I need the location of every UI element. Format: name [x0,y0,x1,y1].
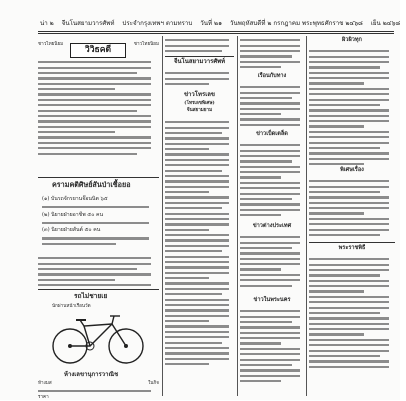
article-body [309,47,395,168]
section-rule [309,242,395,243]
section-title-box: วิวิธคดี [70,43,126,58]
bicycle-illustration [48,306,148,368]
bike-caption: นักผ่านหน้าเรือนวัด [52,304,91,309]
shop-item: ราคา [38,395,49,401]
right-head: ชาวไทยนิยม [133,42,159,47]
ad-item: (๓) นิยายฝ่ายสันต์ ๕๐ คน [42,227,101,234]
section-head: เรือนกับทาง [257,73,287,79]
column-rule [306,36,307,396]
masthead-rule [38,31,394,32]
masthead [40,18,401,30]
shop-item: ในกิจ [148,381,159,386]
paper-name: จีนโนสยามวารศัพท์ [61,20,115,27]
article-body [240,83,304,129]
issue-date: วันพฤหัสบดีที่ ๒ กรกฎาคม พระพุทธศักราช ๒๔๖๘ [229,20,363,27]
ad-items [42,196,157,248]
shop-caption: ห้างเลขานุการวาณิช [64,371,119,378]
article-body [240,141,304,219]
article-body [38,58,159,158]
article-body [165,118,234,368]
article-body [165,36,234,55]
section-rule [38,177,159,178]
article-body [38,254,159,289]
column-rule [237,36,238,396]
telegram-head: ข่าวโทรเลข [183,91,216,98]
masthead-rule-thin [38,33,394,34]
shop-item: ห้างมส [38,381,52,386]
article-body [309,177,395,239]
telegram-subhead: (โทรเลขพิเศษ) [184,101,215,106]
column-rule [162,36,163,396]
ad-item: (๑) บันรถจักรยานจ๊อนนิต ๖๕ [42,196,108,202]
ad-item: (๒) นิยายฝ่ายอาชีพ ๕๐ คน [42,211,104,218]
ad-title: ครามคติศิษย์สันป่าเชื้อยอ [52,180,131,189]
article-body [240,307,304,385]
section-head: พิเศษเรื่อง [340,167,364,173]
column-4 [309,36,395,396]
section-rule [165,56,234,57]
section-head: ผิวผิวทุก [342,37,362,43]
column-1 [38,36,159,401]
bike-title: รถไม่ชายเย [74,292,108,300]
issue-number: เย็น ๒๔๖๘ [370,20,401,27]
article-body [309,255,395,371]
article-body [240,36,304,71]
section-rule [38,289,159,290]
section-head: พระราชพิธี [338,245,366,251]
left-head: ชาวไทยนิยม [38,42,64,47]
section-head: จีนโนสยามวารศัพท์ [173,58,226,65]
telegram-subhead: จีนสยามยาม [186,108,213,113]
shop-list [38,381,159,401]
paper-subtitle: ประจำกรุงเทพฯ ตามทราบ [122,20,193,27]
date-left: วันที่ ๒๑ [200,20,223,27]
section-head: ข่าวต่างประเทศ [252,223,292,229]
column-3 [240,36,304,396]
column-2 [165,36,234,396]
section-head: ข่าวเบ็ดเตล็ด [256,131,288,137]
article-body [240,233,304,290]
page-number: น่า ๒ [40,20,54,27]
section-head: ข่าวในพระนคร [253,297,291,303]
article-body [165,69,234,88]
